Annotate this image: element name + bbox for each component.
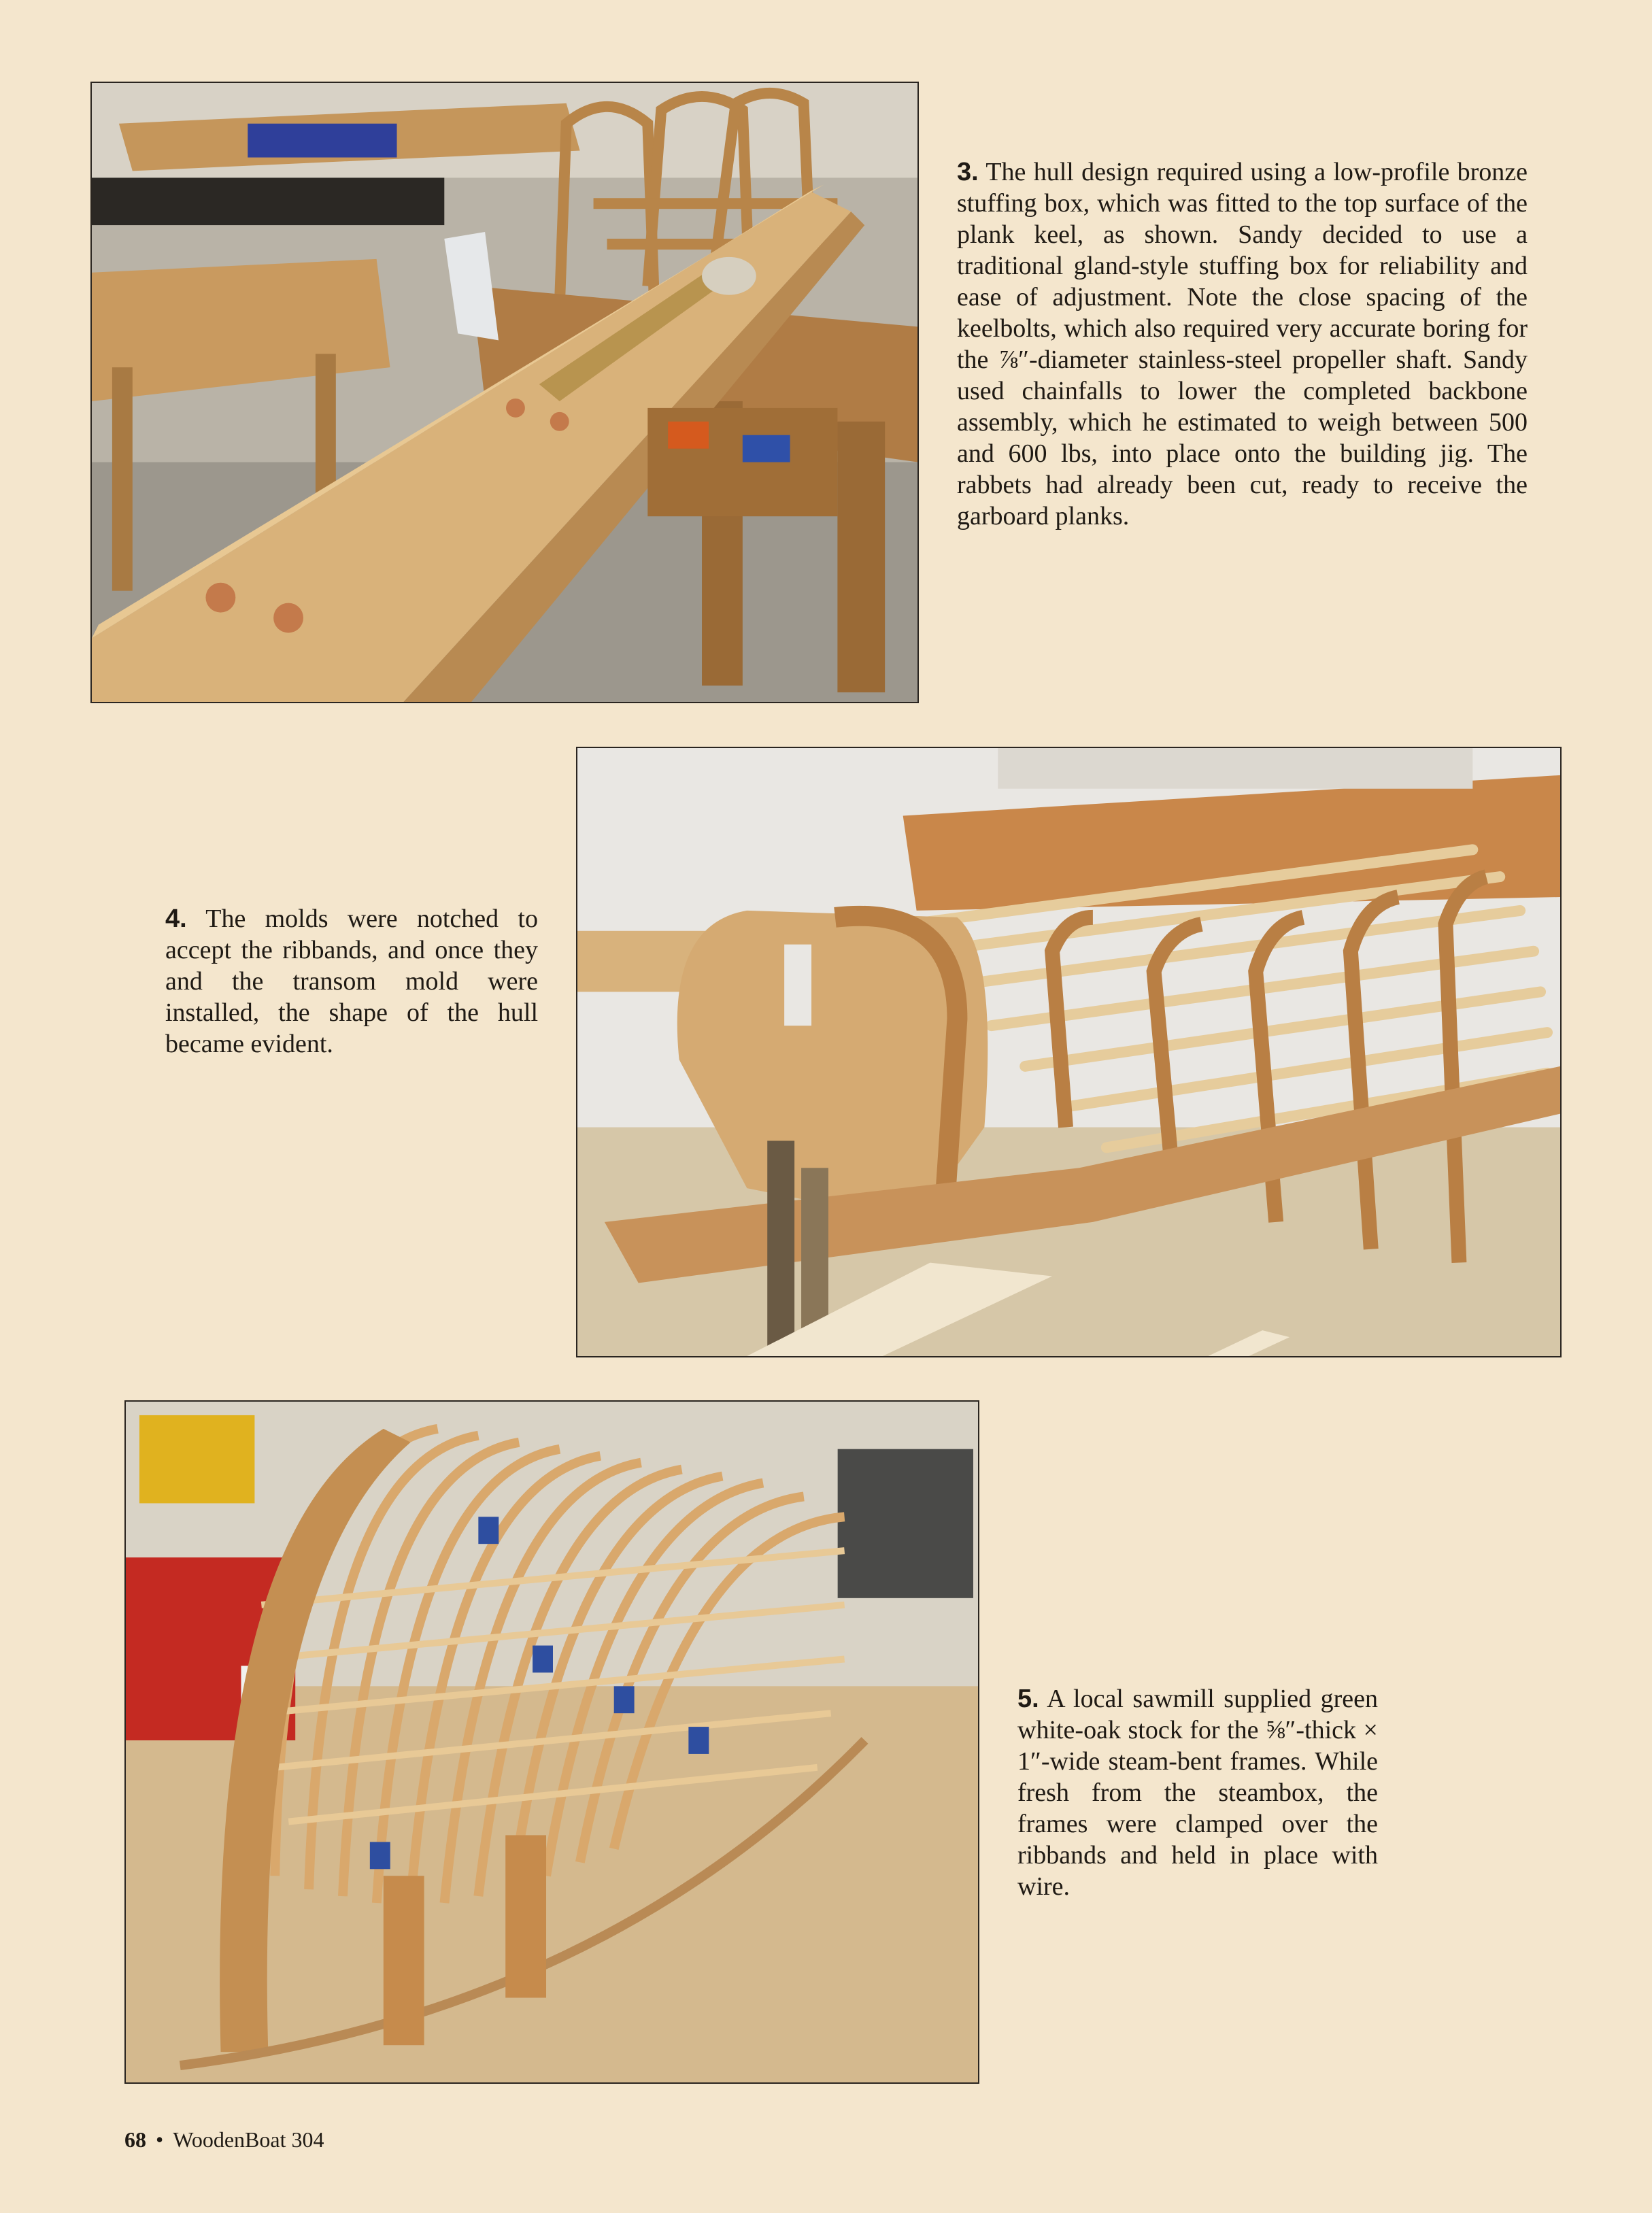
- photo-steam-bent-frames: [124, 1400, 979, 2084]
- keel-photo-illustration: [92, 83, 917, 702]
- molds-photo-illustration: [577, 748, 1560, 1356]
- page-footer: [124, 2126, 324, 2153]
- frames-photo-illustration: [126, 1402, 978, 2082]
- caption-step-3: [957, 156, 1528, 532]
- caption-5-number: 5.: [1017, 1685, 1039, 1713]
- footer-bullet: •: [156, 2127, 164, 2152]
- caption-3-number: 3.: [957, 158, 979, 186]
- caption-3-text: The hull design required using a low-profile bronze stuffing box, which was fitted to the top surface of the plank keel, as shown. Sandy decided to use a traditional gland-style stuffing box for reliability and ease of adjustment. Note the close spacing of the keelbolts, which also required very accurate boring for the ⅞″-diameter stainless-steel propeller shaft. Sandy used chainfalls to lower the completed backbone assembly, which he estimated to weigh between 500 and 600 lbs, into place onto the building jig. The rabbets had already been cut, ready to receive the garboard planks.: [957, 158, 1528, 530]
- photo-keel-stuffing-box: [90, 82, 919, 703]
- caption-4-text: The molds were notched to accept the ribbands, and once they and the transom mold were installed, the shape of the hull became evident.: [165, 905, 538, 1058]
- caption-step-4: [165, 903, 538, 1060]
- photo-molds-ribbands: [576, 747, 1562, 1357]
- caption-5-text: A local sawmill supplied green white-oak stock for the ⅝″-thick × 1″-wide steam-bent frames. While fresh from the steambox, the frames were clamped over the ribbands and held in place with wire.: [1017, 1685, 1378, 1901]
- publication-name: WoodenBoat 304: [173, 2127, 324, 2152]
- page-number: 68: [124, 2127, 146, 2152]
- caption-4-number: 4.: [165, 905, 187, 933]
- caption-step-5: [1017, 1683, 1378, 1902]
